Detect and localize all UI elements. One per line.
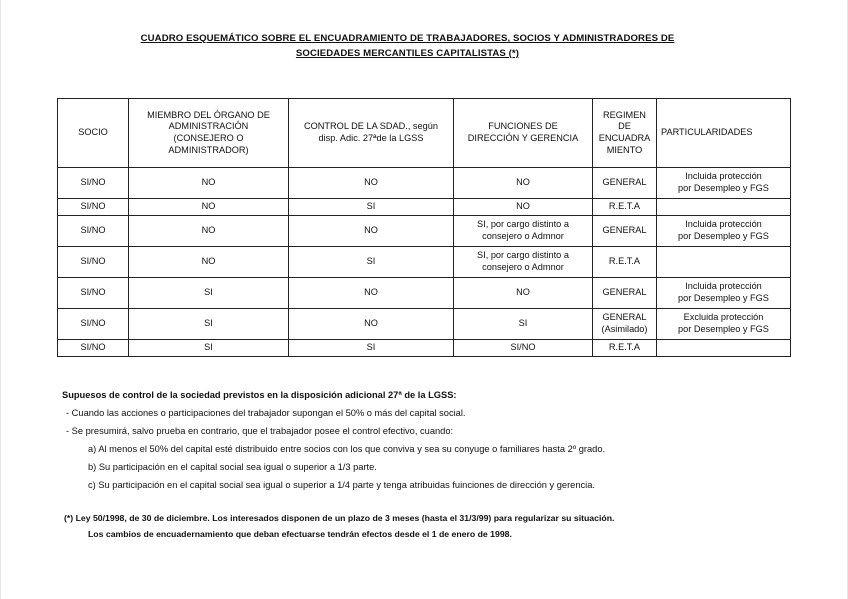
cell-line: NO [516, 287, 530, 298]
cell-particularidades [657, 340, 791, 357]
classification-table [57, 98, 791, 357]
cell-particularidades [657, 247, 791, 278]
cell-control: NO [289, 278, 454, 309]
cell-regimen [593, 247, 657, 278]
table-row [58, 247, 791, 278]
table-row [58, 216, 791, 247]
cell-particularidades [657, 168, 791, 199]
cell-regimen [593, 340, 657, 357]
document-title [100, 31, 715, 61]
cell-funciones [454, 199, 593, 216]
cell-funciones [454, 278, 593, 309]
cell-line: por Desempleo y FGS [678, 183, 769, 193]
cell-funciones [454, 168, 593, 199]
cell-line: SI/NO [510, 342, 536, 353]
table-row [58, 309, 791, 340]
cell-funciones [454, 216, 593, 247]
cell-control: SI [289, 340, 454, 357]
notes-sub-c: c) Su participación en el capital social sea igual o superior a 1/4 parte y tenga atribuidas fuinciones de dirección y gerencia. [88, 480, 595, 490]
cell-line: SI, por cargo distinto a [477, 219, 569, 230]
cell-line: GENERAL [602, 225, 647, 236]
cell-line: R.E.T.A [608, 201, 641, 212]
cell-line: GENERAL [602, 287, 647, 298]
table-row [58, 278, 791, 309]
footnote [64, 510, 824, 542]
header-regimen-line: DE [618, 121, 631, 132]
cell-line: SI, por cargo distinto a [477, 250, 569, 261]
cell-control: SI [289, 247, 454, 278]
header-miembro-line: ADMINISTRACIÓN [168, 121, 249, 132]
title-line-2: SOCIEDADES MERCANTILES CAPITALISTAS (*) [295, 48, 520, 59]
cell-control: NO [289, 309, 454, 340]
cell-line: NO [516, 201, 530, 212]
cell-regimen [593, 278, 657, 309]
cell-particularidades [657, 309, 791, 340]
footnote-line-2: Los cambios de encuadernamiento que deban efectuarse tendrán efectos desde el 1 de enero de 1998. [88, 529, 512, 539]
notes-item-2: - Se presumirá, salvo prueba en contrario, que el trabajador posee el control efectivo, cuando: [66, 426, 454, 436]
table-row [58, 168, 791, 199]
control-notes [62, 386, 822, 494]
cell-socio: SI/NO [58, 199, 129, 216]
cell-line: R.E.T.A [608, 256, 641, 267]
cell-socio: SI/NO [58, 216, 129, 247]
cell-miembro: NO [129, 216, 289, 247]
header-regimen-line: MIENTO [606, 144, 643, 155]
table-row [58, 199, 791, 216]
cell-line: GENERAL [602, 312, 647, 323]
cell-regimen [593, 168, 657, 199]
header-regimen-line: ENCUADRA [598, 133, 651, 143]
header-funciones-line: FUNCIONES DE [488, 121, 558, 132]
header-miembro [129, 99, 289, 168]
cell-regimen [593, 199, 657, 216]
cell-line: por Desempleo y FGS [678, 324, 769, 334]
cell-control: NO [289, 216, 454, 247]
header-miembro-line: MIEMBRO DEL ÓRGANO DE [147, 109, 270, 120]
cell-line: Excluida protección [683, 312, 764, 323]
cell-particularidades [657, 199, 791, 216]
header-particularidades: PARTICULARIDADES [657, 99, 791, 168]
table-header-row [58, 99, 791, 168]
cell-line: por Desempleo y FGS [678, 293, 769, 303]
cell-line: por Desempleo y FGS [678, 231, 769, 241]
header-control [289, 99, 454, 168]
notes-sub-b: b) Su participación en el capital social sea igual o superior a 1/3 parte. [88, 462, 377, 472]
cell-socio: SI/NO [58, 340, 129, 357]
cell-line: R.E.T.A [608, 342, 641, 353]
header-control-line: disp. Adic. 27ªde la LGSS [318, 133, 424, 143]
cell-regimen [593, 216, 657, 247]
cell-regimen [593, 309, 657, 340]
footnote-line-1: (*) Ley 50/1998, de 30 de diciembre. Los interesados disponen de un plazo de 3 meses (hasta el 31/3/99) para regularizar su situación. [64, 513, 615, 523]
cell-socio: SI/NO [58, 247, 129, 278]
cell-line: consejero o Admnor [482, 262, 564, 272]
cell-line: Incluida protección [685, 171, 762, 182]
cell-miembro: NO [129, 199, 289, 216]
header-regimen-line: REGIMEN [603, 109, 646, 120]
cell-funciones [454, 340, 593, 357]
notes-item-1: - Cuando las acciones o participaciones del trabajador supongan el 50% o más del capital social. [66, 408, 466, 418]
cell-funciones [454, 309, 593, 340]
cell-miembro: NO [129, 168, 289, 199]
header-miembro-line: ADMINISTRADOR) [168, 144, 249, 155]
table-row [58, 340, 791, 357]
page-edge-left [0, 0, 1, 599]
cell-line: consejero o Admnor [482, 231, 564, 241]
cell-socio: SI/NO [58, 278, 129, 309]
header-funciones [454, 99, 593, 168]
header-miembro-line: (CONSEJERO O [173, 133, 244, 143]
notes-heading: Supuesos de control de la sociedad previstos en la disposición adicional 27ª de la LGSS: [62, 390, 457, 400]
cell-line: (Asimilado) [601, 324, 648, 334]
header-control-line: CONTROL DE LA SDAD., según [304, 121, 438, 132]
notes-sub-a: a) Al menos el 50% del capital esté distribuido entre socios con los que conviva y sea su conyuge o familiares hasta 2º grado. [88, 444, 606, 454]
cell-socio: SI/NO [58, 168, 129, 199]
cell-miembro: NO [129, 247, 289, 278]
cell-socio: SI/NO [58, 309, 129, 340]
header-funciones-line: DIRECCIÓN Y GERENCIA [467, 133, 579, 143]
cell-line: Incluida protección [685, 219, 762, 230]
cell-control: NO [289, 168, 454, 199]
cell-particularidades [657, 216, 791, 247]
cell-control: SI [289, 199, 454, 216]
cell-miembro: SI [129, 278, 289, 309]
cell-line: NO [516, 177, 530, 188]
title-line-1: CUADRO ESQUEMÁTICO SOBRE EL ENCUADRAMIENTO DE TRABAJADORES, SOCIOS Y ADMINISTRADORES DE [140, 33, 675, 44]
cell-line: SI [518, 318, 528, 329]
cell-miembro: SI [129, 309, 289, 340]
cell-line: GENERAL [602, 177, 647, 188]
header-regimen [593, 99, 657, 168]
cell-line: Incluida protección [685, 281, 762, 292]
cell-particularidades [657, 278, 791, 309]
cell-funciones [454, 247, 593, 278]
header-socio: SOCIO [58, 99, 129, 168]
cell-miembro: SI [129, 340, 289, 357]
